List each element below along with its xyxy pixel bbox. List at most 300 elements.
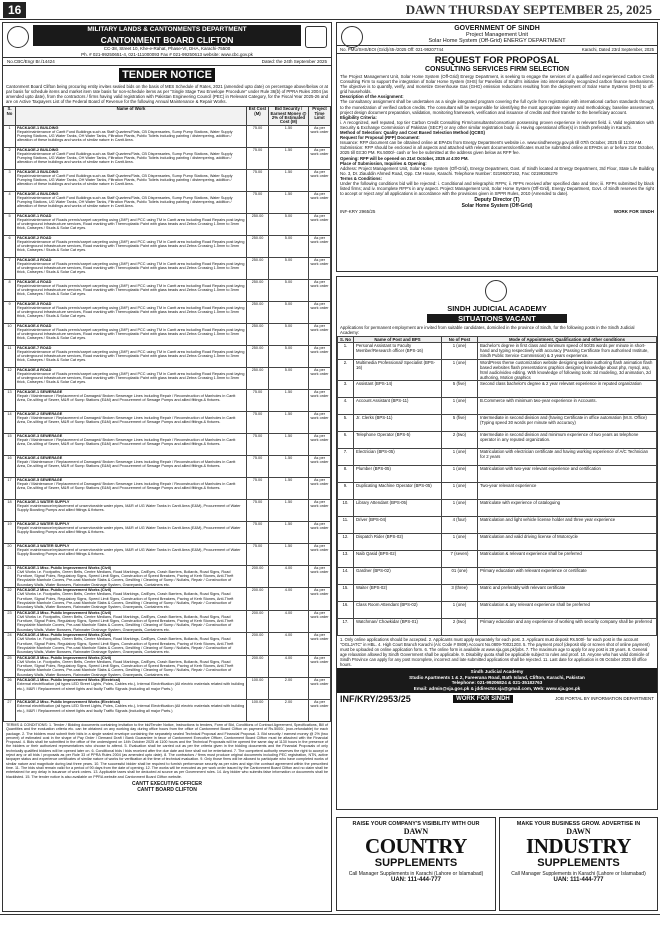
sja-row-number: 5. [338,415,354,432]
row-cost: 75.00 [247,543,269,565]
row-time-limit: As per work order [309,257,331,279]
row-security: 5.00 [269,323,309,345]
sja-row-mode: Intermediate in second division and minimum experience of two years as telephone operator in any reputed organization. [478,432,657,449]
col-security: Bid Security / Earnest Money @ 2% of Estimated Cost (M) [269,107,309,125]
row-time-limit: As per work order [309,477,331,499]
row-package: PACKAGE-2 Misc. Public Improvement Works (Electrical) [17,699,121,704]
row-description: Repair / Maintenance / Replacement of Damaged/ Broken Sewerage Lines including Repair / Reconstruction of Manholes in Cantt Area, De-silting of Sewer, M&R of Sump Stations (E&M) and Procurement of Sewage Pumps and allied fittings & fixtures. [17,459,236,469]
tender-notice-ad [2,22,332,912]
row-description: Repair / Maintenance / Replacement of Damaged/ Broken Sewerage Lines including Repair / Reconstruction of Manholes in Cantt Area, De-silting of Sewer, M&R of Sump Stations (E&M) and Procurement of Sewage Pumps and allied fittings & fixtures. [17,415,236,425]
sindh-unit: Project Management Unit [465,32,529,38]
sja-row-count: 1 (one) [442,343,478,360]
page-footer [0,914,660,934]
row-number: 15 [4,433,16,455]
tender-row [4,655,331,677]
sja-col-post: Name of Post and BPS [354,337,442,343]
sja-row-post: Assistant (BPS-14) [354,381,442,398]
sindh-gov: GOVERNMENT OF SINDH [454,25,540,32]
sja-job-portal: JOB PORTAL BY INFORMATION DEPARTMENT [555,696,654,702]
row-time-limit: As per work order [309,699,331,721]
row-description: Civil Works i.e. Footpaths, Green Belts, Centre Medians, Road Markings, CatEyes, Crash Barriers, Bollards, Road Signs, Road Furniture, Signal Poles, Regulatory Signs, Speed Limit Signs, Construction of Speed Breakers, Paving of Kerb Stones, Anti-Theft Recyclable Manhole Covers, Pre-cast Manhole Slabs & Covers, Desilting / Cleaning of Sump / Nullahs, Repair / Construction of Boundary Walls, Water Bowsers, Rainwater Drainage System, Graveyards, Containers etc. [17,659,234,677]
tender-title: TENDER NOTICE [119,68,215,82]
country-supplements-ad [336,817,496,911]
row-security: 4.00 [269,655,309,677]
row-cost: 250.00 [247,345,269,367]
row-time-limit: As per work order [309,499,331,521]
row-time-limit: As per work order [309,610,331,632]
row-work-name [16,235,247,257]
tender-row [4,633,331,655]
row-time-limit: As per work order [309,455,331,477]
row-cost: 75.00 [247,389,269,411]
row-package: PACKAGE-3 BUILDING [17,169,59,174]
row-time-limit: As per work order [309,213,331,235]
row-number: 12 [4,367,16,389]
row-cost: 75.00 [247,147,269,169]
row-package: PACKAGE-1 SEWERAGE [17,389,63,394]
row-number: 26 [4,677,16,699]
sja-row-post: Gardner (BPS-02) [354,568,442,585]
cantonment-emblem-icon [7,26,29,48]
row-description: Repair/maintenance of Roads premix/carpet carpeting using (JMF) and PCC using TM in Cantt area including Road Repairs post laying of underground infrastructure services, Road marking with Thermoplastic Paint with glass beads and Zebra Crossing 1.5mm to 3mm thick, Catseyes / Studs & Solar Cat eyes. [17,217,245,231]
sja-row [338,449,657,466]
sja-row-number: 13. [338,551,354,568]
sja-row [338,483,657,500]
sja-row-post: Naib Qasid (BPS-02) [354,551,442,568]
signature-org: CANTT BOARD CLIFTON [137,786,197,793]
tender-row [4,389,331,411]
row-work-name [16,655,247,677]
sja-row-mode: B.Commerce with minimum two-year experience in Accounts. [478,398,657,415]
rfp-eligibility: i. A recognized, well reputed, top tier Carbon Credit Consulting Firm/consultants/consortium possessing proven experience in relevant field. ii. Valid registration with Security & Exchange Commission of Pakistan (SECP) or any other similar registration body. iii. Having operational office(s) in Sindh preferably in Karachi. [340,119,654,130]
row-package: PACKAGE-5 ROAD [17,301,52,306]
row-security: 1.50 [269,411,309,433]
reference-number: No.CBC/Engr Br./14424 [7,59,55,64]
sja-row-mode: Matriculation with two-year relevant experience and certification [478,466,657,483]
row-work-name [16,610,247,632]
sja-row-mode: Two-year relevant experience [478,483,657,500]
row-cost: 75.00 [247,455,269,477]
sja-row-post: Class Room Attendant (BPS-02) [354,602,442,619]
row-number: 14 [4,411,16,433]
sja-row-number: 4. [338,398,354,415]
sja-row [338,466,657,483]
row-cost: 200.00 [247,633,269,655]
row-description: Repair/maintenance of Cantt Fund Buildings such as Staff Quarters/Flats, CB Dispensaries, Sump Pump Stations, Water Supply Pumping Stations, UG Water Tanks, OH Water Tanks, Filtration Plants, Public Toilets including painting / distempering, addition / alteration of these buildings and works of similar nature in Cantt Area. [17,195,233,209]
row-package: PACKAGE-7 ROAD [17,345,52,350]
tender-row [4,235,331,257]
tender-terms: TERMS & CONDITIONS: 1. Tender / Bidding documents containing invitation to the bid/Tender Notice, Instructions to tenders, Form of Bid, Conditions of Contract Agreement, Specifications, Bill of Quantities and the evaluation criteria etc. can be obtained on any working day during office hours from the office of Cantonment Board Clifton on payment of Rs.5000/- (non-refundable) for each package. 2. The bidders must submit their bids in a single sealed envelope containing the separately sealed Technical Proposal and Financial Proposal. 3. Bid security / earnest money @ 2% (two percent) of estimated cost in the shape of Pay Order / Demand Draft / Bank Guarantee in favor of Cantonment Executive Officer, Cantonment Board Clifton must be attached with the Financial Proposal. 4. Bids shall be submitted in the office of the undersigned on 14th October 2025 at 1100 hours and the Technical Proposals will be opened the same day at 1130 hours in the presence of the bidders or their authorized representatives who choose to attend. 5. Evaluation shall be carried out as per the criteria given in the bidding documents and the Financial Proposals of only technically qualified bidders will be opened later on. 6. Conditional bids / bids received after the due date and time shall not be entertained. 7. The competent authority reserves the right to accept or reject any or all bids / proposals as per Rule 33 of PPRA Rules 2004 (as amended upto date). 8. The contractors / firms must produce original documents including PEC registration, NTN, active taxpayer status and experience certificates of similar nature of works for verification at the time of technical evaluation. 9. Only those firms will be allowed to participate who have completed works of similar nature and magnitude during last three years. 10. The successful bidder shall be required to furnish performance security as per rules and sign the contract agreement within the prescribed time. 11. The bids shall remain valid for a period of 90 days from the date of opening. 12. The works will be executed as per work order issued by the Cantonment Board Clifton and no claim shall be entertained for any delay in issuance of work orders. 13. Applicable taxes shall be deducted at source as per Government rules. 14. Any bidder who submits false information or documents shall be blacklisted. 15. The tender notice is also available on PPRA website and Cantonment Board Clifton website. [6,722,328,779]
row-cost: 250.00 [247,213,269,235]
row-security: 2.00 [269,699,309,721]
row-time-limit: As per work order [309,125,331,147]
sja-row-count: 5 (five) [442,415,478,432]
rfp-terms-head: Terms & Conditions: [340,175,382,181]
row-time-limit: As per work order [309,677,331,699]
row-package: PACKAGE-4 BUILDING [17,191,59,196]
tender-row [4,213,331,235]
row-package: PACKAGE-3 WATER SUPPLY [17,543,70,548]
tender-row [4,367,331,389]
industry-brand: DAWN [566,827,591,836]
row-cost: 75.00 [247,433,269,455]
rfp-title: REQUEST FOR PROPOSAL [434,55,560,66]
sja-row-number: 14. [338,568,354,585]
row-cost: 75.00 [247,191,269,213]
board-phone: Ph. # 021-99250651-4, 021-111000093 Fax # 021-99250613 website: www.cbc.gov.pk [81,51,253,57]
row-description: Repair / Maintenance / Replacement of Damaged/ Broken Sewerage Lines including Repair / Reconstruction of Manholes in Cantt Area, De-silting of Sewer, M&R of Sump Stations (E&M) and Procurement of Sewage Pumps and allied fittings & fixtures. [17,393,236,403]
row-package: PACKAGE-4 SEWERAGE [17,455,63,460]
row-time-limit: As per work order [309,235,331,257]
row-number: 24 [4,633,16,655]
row-cost: 250.00 [247,279,269,301]
sja-row-mode: WordPress theme customization website designing website authoring flash animation flash based websites flash presentations graphics designing knowledge about php, mysql, asp, html audio/video editing. With knowledge of following tools: 3d modeling, 3d animation, 2d authoring, Motion graphics [478,360,657,381]
row-description: Repair / Maintenance / Replacement of Damaged/ Broken Sewerage Lines including Repair / Reconstruction of Manholes in Cantt Area, De-silting of Sewer, M&R of Sump Stations (E&M) and Procurement of Sewage Pumps and allied fittings & fixtures. [17,481,236,491]
row-number: 20 [4,543,16,565]
row-number: 21 [4,565,16,587]
tender-row [4,257,331,279]
sja-row-count: 1 (one) [442,360,478,381]
sja-row-number: 16. [338,602,354,619]
rfp-place-head: Place of Submission, Inquiries & Opening: [340,160,427,166]
row-work-name [16,125,247,147]
newspaper-header [0,0,660,20]
country-line2: SUPPLEMENTS [374,857,458,869]
row-security: 5.00 [269,257,309,279]
row-description: Repair/ maintenance/replacement of unserviceable water pipes, M&R of UG Water Tanks in Cantt Area (E&M), Procurement of Water Supply Boosting Pumps and allied fittings & fixtures. [17,525,241,535]
row-security: 1.50 [269,455,309,477]
row-cost: 250.00 [247,367,269,389]
tender-row [4,610,331,632]
row-number: 1 [4,125,16,147]
row-security: 1.50 [269,499,309,521]
row-number: 6 [4,235,16,257]
row-security: 5.00 [269,367,309,389]
row-security: 5.00 [269,235,309,257]
row-security: 5.00 [269,301,309,323]
tender-row [4,543,331,565]
sja-row-count: 2 (two) [442,619,478,636]
sja-row-count: 1 (one) [442,500,478,517]
rfp-ad [336,22,658,272]
row-work-name [16,633,247,655]
row-number: 7 [4,257,16,279]
row-description: Civil Works i.e. Footpaths, Green Belts, Centre Medians, Road Markings, CatEyes, Crash Barriers, Bollards, Road Signs, Road Furniture, Signal Poles, Regulatory Signs, Speed Limit Signs, Construction of Speed Breakers, Paving of Kerb Stones, Anti-Theft Recyclable Manhole Covers, Pre-cast Manhole Slabs & Covers, Desilting / Cleaning of Sump / Nullahs, Repair / Construction of Boundary Walls, Water Bowsers, Rainwater Drainage System, Graveyards, Containers etc. [17,569,234,587]
col-name: Name of Work [16,107,247,125]
row-description: Repair/maintenance of Roads premix/carpet carpeting using (JMF) and PCC using TM in Cantt area including Road Repairs post laying of underground infrastructure services, Road marking with Thermoplastic Paint with glass beads and Zebra Crossing 1.5mm to 3mm thick, Catseyes / Studs & Solar Cat eyes. [17,371,245,385]
row-security: 5.00 [269,279,309,301]
row-security: 1.50 [269,521,309,543]
industry-line1: INDUSTRY [526,834,631,858]
industry-uan: UAN: 111-444-777 [553,877,604,883]
tender-row [4,411,331,433]
row-security: 4.00 [269,588,309,610]
row-work-name [16,213,247,235]
sja-row [338,585,657,602]
row-package: PACKAGE-1 Misc. Public Improvement Works (Electrical) [17,677,121,682]
row-description: Civil Works i.e. Footpaths, Green Belts, Centre Medians, Road Markings, CatEyes, Crash Barriers, Bollards, Road Signs, Road Furniture, Signal Poles, Regulatory Signs, Speed Limit Signs, Construction of Speed Breakers, Paving of Kerb Stones, Anti-Theft Recyclable Manhole Covers, Pre-cast Manhole Slabs & Covers, Desilting / Cleaning of Sump / Nullahs, Repair / Construction of Boundary Walls, Water Bowsers, Rainwater Drainage System, Graveyards, Containers etc. [17,614,234,632]
col-sno: S. No [4,107,16,125]
row-time-limit: As per work order [309,345,331,367]
row-description: Repair/maintenance of Roads premix/carpet carpeting using (JMF) and PCC using TM in Cantt area including Road Repairs post laying of underground infrastructure services, Road marking with Thermoplastic Paint with glass beads and Zebra Crossing 1.5mm to 3mm thick, Catseyes / Studs & Solar Cat eyes. [17,261,245,275]
row-cost: 200.00 [247,565,269,587]
sja-row-count: 1 (one) [442,398,478,415]
rfp-doc-head: Request for Proposal (RFP) Document: [340,135,420,141]
tender-row [4,191,331,213]
sja-row [338,360,657,381]
industry-line2: SUPPLEMENTS [537,857,620,869]
sja-footer-address: Studio Apartments 1 & 2, Fareerana Road, Bath Island, Clifton, Karachi, Pakistan [409,674,585,680]
row-number: 18 [4,499,16,521]
sja-emblem-icon [485,280,507,302]
row-work-name [16,588,247,610]
row-work-name [16,411,247,433]
row-security: 2.00 [269,677,309,699]
sja-row-post: Account Assistant (BPS-11) [354,398,442,415]
tender-row [4,477,331,499]
row-work-name [16,433,247,455]
sja-footer-telephone: Telephone: 021-99206824 & 021-35183763 [451,680,543,686]
sja-row [338,517,657,534]
tender-row [4,147,331,169]
row-number: 11 [4,345,16,367]
row-cost: 250.00 [247,301,269,323]
sja-row-mode: Second class bachelor's degree & 2 year relevant experience in reputed organization [478,381,657,398]
row-work-name [16,677,247,699]
sja-row-count: 2 (two) [442,432,478,449]
sja-row-post: Dispatch Rider (BPS-02) [354,534,442,551]
sja-row [338,534,657,551]
sja-row-mode: Bachelor's degree in first class and minimum speed of 50/35 words per minute in short-hand and typing respectively with accuracy (Passing Certificate from authorised Institute, Sindh Public Service Commission) & 3 years experience. [478,343,657,360]
row-security: 1.50 [269,477,309,499]
row-number: 5 [4,213,16,235]
row-description: Repair/maintenance of Cantt Fund Buildings such as Staff Quarters/Flats, CB Dispensaries, Sump Pump Stations, Water Supply Pumping Stations, UG Water Tanks, OH Water Tanks, Filtration Plants, Public Toilets including painting / distempering, addition / alteration of these buildings and works of similar nature in Cantt Area. [17,151,233,165]
tender-row [4,279,331,301]
sja-row-post: Watchman/ Chowkidar (BPS-01) [354,619,442,636]
sja-row-count: 1 (one) [442,466,478,483]
country-brand: DAWN [403,827,429,836]
row-time-limit: As per work order [309,169,331,191]
row-description: Repair/maintenance of Roads premix/carpet carpeting using (JMF) and PCC using TM in Cantt area including Road Repairs post laying of underground infrastructure services, Road marking with Thermoplastic Paint with glass beads and Zebra Crossing 1.5mm to 3mm thick, Catseyes / Studs & Solar Cat eyes. [17,327,245,341]
row-package: PACKAGE-2 ROAD [17,235,52,240]
row-security: 4.00 [269,610,309,632]
tender-row [4,588,331,610]
row-time-limit: As per work order [309,411,331,433]
sja-row-number: 15. [338,585,354,602]
sja-row-post: Duplicating Machine Operator (BPS-05) [354,483,442,500]
sja-row-number: 12. [338,534,354,551]
row-description: Repair/ maintenance/replacement of unserviceable water pipes, M&R of UG Water Tanks in Cantt Area (E&M), Procurement of Water Supply Boosting Pumps and allied fittings & fixtures. [17,503,241,513]
row-description: External electrification (all types LED Street Lights, Poles, Cables etc.), Internal Electrification (All electric materials related with building etc.), M&R / Replacement of street lights and faulty Traffic Signals (including all major Parts.) [17,682,245,691]
sja-row-post: Telephone Operator (BPS-5) [354,432,442,449]
sja-row-number: 1. [338,343,354,360]
masthead: DAWN THURSDAY SEPTEMBER 25, 2025 [405,2,652,17]
tender-row [4,323,331,345]
row-time-limit: As per work order [309,191,331,213]
sja-row-count: 1 (one) [442,602,478,619]
row-work-name [16,543,247,565]
row-number: 8 [4,279,16,301]
row-number: 22 [4,588,16,610]
row-package: PACKAGE-4 Misc. Public Improvement Works (Civil) [17,633,112,638]
row-cost: 75.00 [247,499,269,521]
row-time-limit: As per work order [309,565,331,587]
sja-inf: INF/KRY/2953/25 [340,693,411,704]
sja-row-count: 3 (three) [442,585,478,602]
sja-row-mode: Matriculate with experience of cataloguing [478,500,657,517]
rfp-work-for-sindh: WORK FOR SINDH [613,209,654,215]
rfp-scope-head: Description of the Assignment: [340,94,404,100]
row-number: 3 [4,169,16,191]
industry-top: MAKE YOUR BUSINESS GROW. ADVERTISE IN [516,821,641,827]
row-package: PACKAGE-1 ROAD [17,213,52,218]
sja-row [338,568,657,585]
row-package: PACKAGE-5 SEWERAGE [17,477,63,482]
rfp-opening: Opening: RFP will be opened on 21st October, 2025 at 4:00 PM. [340,155,469,161]
row-work-name [16,367,247,389]
row-time-limit: As per work order [309,147,331,169]
row-number: 23 [4,610,16,632]
country-line1: COUNTRY [365,834,467,858]
tender-intro: Cantonment Board Clifton being procuring entity invites sealed bids on the basis of MES Schedule of Rates, 2021 (amended upto date) on percentage above/below or at par basis for schedule items and market item rate basis for non-schedule items as per "Single Stage Two Envelope Procedure" under Rule 36(b) of PPRA Rules 2004 (as amended upto date), from the contractors / firms having valid registration with Pakistan Engineering Council (PEC) in Relevant Category, for the Fiscal Year 2025-26 and are on Active Taxpayers List of the Federal Board of Revenue for the following Annual Maintenance & Repair Works. [6,84,328,105]
row-cost: 75.00 [247,411,269,433]
row-package: PACKAGE-1 WATER SUPPLY [17,499,70,504]
tender-row [4,125,331,147]
board-logo-icon [305,26,327,48]
sja-row-number: 10. [338,500,354,517]
row-work-name [16,389,247,411]
row-package: PACKAGE-1 Misc. Public Improvement Works (Civil) [17,565,112,570]
tender-row [4,499,331,521]
sja-row-number: 3. [338,381,354,398]
tender-table [3,106,331,722]
sja-row-post: Multimedia Professional/ Specialist (BPS-16) [354,360,442,381]
row-package: PACKAGE-3 SEWERAGE [17,433,63,438]
sja-row-mode: Matriculation and light vehicle license holder and three year experience [478,517,657,534]
sindh-project: Solar Home System (Off-Grid) ENERGY DEPARTMENT [428,38,566,44]
row-cost: 75.00 [247,477,269,499]
row-cost: 75.00 [247,125,269,147]
row-package: PACKAGE-2 SEWERAGE [17,411,63,416]
rfp-inf: INF-KRY 2965/25 [340,209,376,215]
sja-row-count: 01 (one) [442,568,478,585]
country-uan: UAN: 111-444-777 [390,877,442,883]
sindh-emblem-icon [341,26,363,48]
row-description: Repair/maintenance of Roads premix/carpet carpeting using (JMF) and PCC using TM in Cantt area including Road Repairs post laying of underground infrastructure services, Road marking with Thermoplastic Paint with glass beads and Zebra Crossing 1.5mm to 3mm thick, Catseyes / Studs & Solar Cat eyes. [17,239,245,253]
rfp-eligibility-head: Eligibility Criteria: [340,114,377,120]
rfp-date: Karachi, Dated 23rd September, 2025 [581,47,654,52]
row-number: 17 [4,477,16,499]
sja-row-mode: Matric and preferably with relevant certificate [478,585,657,602]
sja-row [338,551,657,568]
row-time-limit: As per work order [309,323,331,345]
row-number: 13 [4,389,16,411]
rfp-subtitle: CONSULTING SERVICES FIRM SELECTION [424,66,570,73]
row-number: 10 [4,323,16,345]
row-package: PACKAGE-6 ROAD [17,323,52,328]
sja-row-post: Library Attendant (BPS-05) [354,500,442,517]
tender-row [4,301,331,323]
row-security: 5.00 [269,213,309,235]
sja-row-count: 5 (five) [442,381,478,398]
row-time-limit: As per work order [309,389,331,411]
row-work-name [16,147,247,169]
row-package: PACKAGE-3 Misc. Public Improvement Works (Civil) [17,610,112,615]
row-cost: 75.00 [247,169,269,191]
rfp-terms: Under the following conditions bid will be rejected: i. Conditional and telegraphic RFPs; ii. RFPs received after specified date and time; iii. RFPs submitted by black listed firms; and iv. Incomplete RFP's in any aspect. Project Management Unit, Solar Home System (Off-Grid), Energy Department, Govt. of Sindh reserves the right to accept or reject any/ all applications in accordance with the provisions given in SPPR Rules, 2010 (Amended to date). [340,180,654,197]
sja-row-post: Personal Assistant to Faculty Member/Research officer (BPS-16) [354,343,442,360]
row-cost: 75.00 [247,521,269,543]
row-time-limit: As per work order [309,543,331,565]
row-number: 16 [4,455,16,477]
row-security: 1.50 [269,125,309,147]
row-cost: 100.00 [247,677,269,699]
sja-col-sno: S. No [338,337,354,343]
rfp-signer-org: Solar Home System (Off-Grid) [461,203,533,210]
sja-row-number: 6. [338,432,354,449]
sja-row [338,415,657,432]
rfp-ref: No. PMU/SHS/EOI (Grid)/45-/2025 Off: 021-99207744 [340,47,444,52]
row-security: 4.00 [269,633,309,655]
row-work-name [16,191,247,213]
notice-date: Dated: the 24th September 2025 [261,59,327,64]
sja-title: SITUATIONS VACANT [427,314,567,323]
tender-row [4,345,331,367]
sja-row-number: 11. [338,517,354,534]
sja-row-mode: Intermediate in second division and (having Certificate in office automation (M.S. Office) (Typing speed 30 words per minute with accuracy) [478,415,657,432]
sja-row-count: 1 (one) [442,449,478,466]
tender-row [4,699,331,721]
row-description: Repair/maintenance of Roads premix/carpet carpeting using (JMF) and PCC using TM in Cantt area including Road Repairs post laying of underground infrastructure services, Road marking with Thermoplastic Paint with glass beads and Zebra Crossing 1.5mm to 3mm thick, Catseyes / Studs & Solar Cat eyes. [17,349,245,363]
sja-footer-name: Sindh Judicial Academy [470,669,524,675]
tender-row [4,433,331,455]
rfp-issuance: Issuance: RFP document can be obtained online at EPADs from Energy Department's website i.e. www.sindhenergy.gov.pk till 07th October, 2025 till 11:00 AM. [340,140,643,146]
tender-row [4,521,331,543]
row-work-name [16,565,247,587]
industry-supplements-ad [499,817,658,911]
sja-row-number: 9. [338,483,354,500]
sja-work-for-sindh: WORK FOR SINDH [453,695,513,703]
row-work-name [16,499,247,521]
row-security: 1.50 [269,191,309,213]
sja-row-number: 17. [338,619,354,636]
sja-col-no: No of Post [442,337,478,343]
row-description: Repair/ maintenance/replacement of unserviceable water pipes, M&R of UG Water Tanks in Cantt Area (E&M), Procurement of Water Supply Boosting Pumps and allied fittings & fixtures. [17,547,241,557]
dept-name: MILITARY LANDS & CANTONMENTS DEPARTMENT [33,25,301,34]
row-package: PACKAGE-1 BUILDING [17,125,59,130]
sja-row-number: 8. [338,466,354,483]
row-time-limit: As per work order [309,279,331,301]
country-top: RAISE YOUR COMPANY'S VISIBILITY WITH OUR [352,821,480,827]
row-work-name [16,345,247,367]
row-cost: 250.00 [247,235,269,257]
row-description: Civil Works i.e. Footpaths, Green Belts, Centre Medians, Road Markings, CatEyes, Crash Barriers, Bollards, Road Signs, Road Furniture, Signal Poles, Regulatory Signs, Speed Limit Signs, Construction of Speed Breakers, Paving of Kerb Stones, Anti-Theft Recyclable Manhole Covers, Pre-cast Manhole Slabs & Covers, Desilting / Cleaning of Sump / Nullahs, Repair / Construction of Boundary Walls, Water Bowsers, Rainwater Drainage System, Graveyards, Containers etc. [17,592,234,610]
sja-row-mode: Matriculation and valid driving license of Motorcycle [478,534,657,551]
sja-row [338,432,657,449]
rfp-method: Method of Selection: Quality and Cost Based Selection Method (QCBS) [340,130,485,136]
row-work-name [16,521,247,543]
row-number: 2 [4,147,16,169]
sja-row-count: 7 (seven) [442,551,478,568]
sja-row-count: 4 (four) [442,517,478,534]
row-number: 27 [4,699,16,721]
tender-row [4,169,331,191]
country-contact: Call Manager Supplements in Karachi (Lahore or Islamabad) [348,871,484,877]
row-cost: 200.00 [247,588,269,610]
sja-row [338,381,657,398]
row-work-name [16,323,247,345]
row-security: 1.50 [269,543,309,565]
